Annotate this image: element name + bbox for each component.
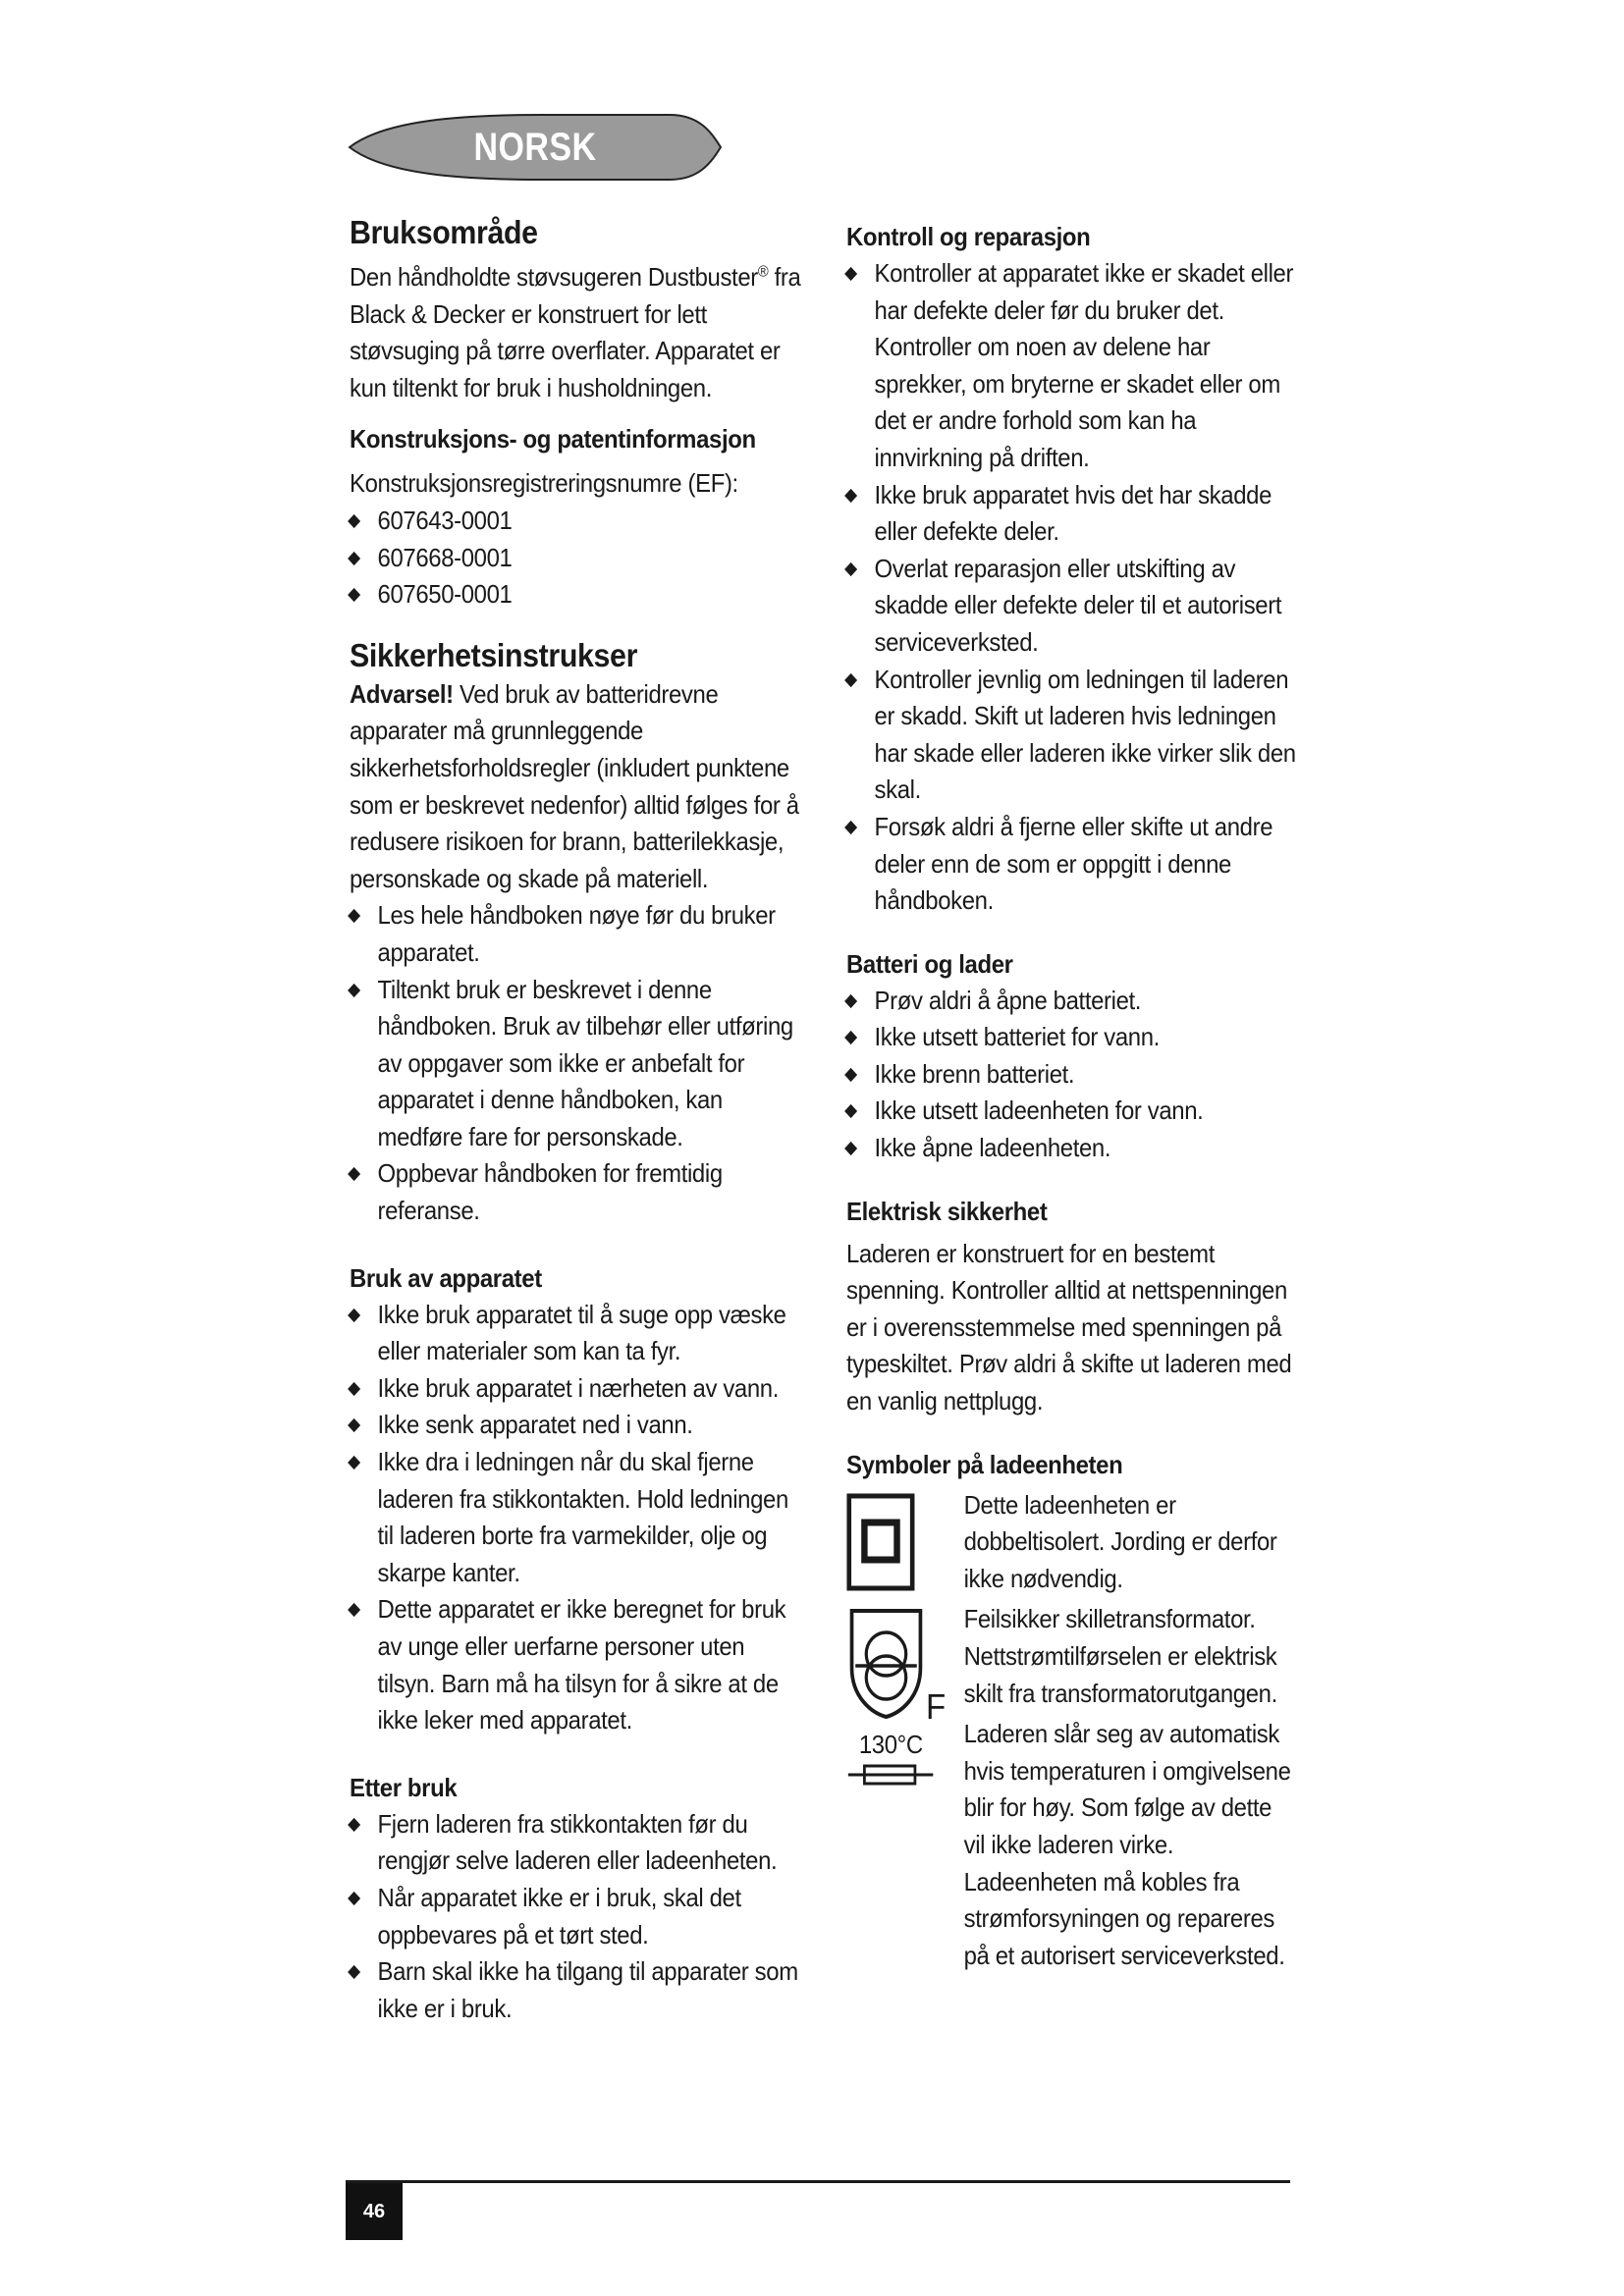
registered-mark: ® <box>757 263 769 281</box>
warning-label: Advarsel! <box>350 678 454 709</box>
bullet-icon <box>844 488 857 502</box>
footer-rule <box>346 2180 1290 2183</box>
bullet-icon <box>844 562 857 576</box>
warning-text: Ved bruk av batteridrevne apparater må grunnleggende sikkerhetsforholdsregler (inkludert punktene som er beskrevet nedenfor) alltid følges for å redusere risikoen for brann, batterilekkasje, personskade og skade på materiell. <box>350 678 799 893</box>
bullet-icon <box>348 1818 360 1832</box>
list-item: Ikke bruk apparatet til å suge opp væske eller materialer som kan ta fyr. <box>350 1297 801 1370</box>
list-item: Forsøk aldri å fjerne eller skifte ut andre deler enn de som er oppgitt i denne håndboken. <box>846 809 1298 920</box>
list-item: Dette apparatet er ikke beregnet for bruk av unge eller uerfarne personer uten tilsyn. Barn må ha tilsyn for å sikre at de ikke leker med apparatet. <box>350 1591 801 1738</box>
right-column <box>846 218 1298 1974</box>
fuse-temperature-label: 130°C <box>858 1731 923 1760</box>
electrical-title: Elektrisk sikkerhet <box>846 1196 1048 1226</box>
language-label: NORSK <box>473 125 597 169</box>
bullet-icon <box>844 672 857 686</box>
symbol-text: Feilsikker skilletransformator. Nettstrømtilførselen er elektrisk skilt fra transformatorutgangen. <box>963 1604 1277 1708</box>
design-title: Konstruksjons- og patentinformasjon <box>350 424 756 454</box>
thermal-fuse-icon <box>846 1726 946 1805</box>
list-item: 607643-0001 <box>350 503 801 540</box>
list-item: Ikke utsett ladeenheten for vann. <box>846 1093 1298 1130</box>
bullet-icon <box>348 1456 360 1469</box>
bullet-icon <box>844 1142 857 1155</box>
inspection-list <box>846 255 1298 920</box>
list-item: Ikke dra i ledningen når du skal fjerne laderen fra stikkontakten. Hold ledningen til laderen borte fra varmekilder, olje og skarpe kanter. <box>350 1444 801 1591</box>
page-number: 46 <box>346 2183 403 2240</box>
symbol-row <box>846 1716 1298 1974</box>
design-list <box>350 503 801 614</box>
use-title: Bruk av apparatet <box>350 1262 542 1293</box>
bullet-icon <box>348 1167 360 1181</box>
usage-text-part1: Den håndholdte støvsugeren Dustbuster <box>350 262 758 292</box>
list-item: Prøv aldri å åpne batteriet. <box>846 983 1298 1020</box>
bullet-icon <box>844 267 857 281</box>
bullet-icon <box>348 1382 360 1396</box>
list-item: Barn skal ikke ha tilgang til apparater som ikke er i bruk. <box>350 1953 801 2027</box>
bullet-icon <box>844 821 857 834</box>
symbol-text: Dette ladeenheten er dobbeltisolert. Jording er derfor ikke nødvendig. <box>963 1489 1277 1593</box>
list-item: Ikke utsett batteriet for vann. <box>846 1019 1298 1056</box>
symbol-text: Laderen slår seg av automatisk hvis temperaturen i omgivelsene blir for høy. Som følge av dette vil ikke laderen virke. Ladeenheten må kobles fra strømforsyningen og repareres på et autorisert serviceverksted. <box>963 1719 1291 1970</box>
list-item: Oppbevar håndboken for fremtidig referanse. <box>350 1155 801 1229</box>
language-tab <box>346 112 725 183</box>
list-item: Kontroller jevnlig om ledningen til laderen er skadd. Skift ut laderen hvis ledningen har skade eller laderen ikke virker slik den skal. <box>846 662 1298 809</box>
bullet-icon <box>844 1068 857 1082</box>
bullet-icon <box>348 551 360 564</box>
safety-warning <box>350 676 801 898</box>
double-insulation-icon <box>846 1493 915 1602</box>
battery-title: Batteri og lader <box>846 948 1013 979</box>
electrical-text: Laderen er konstruert for en bestemt spenning. Kontroller alltid at nettspenningen er i overensstemmelse med spenningen på typeskiltet. Prøv aldri å skifte ut laderen med en vanlig nettplugg. <box>846 1238 1292 1416</box>
use-list <box>350 1297 801 1739</box>
list-item: Når apparatet ikke er i bruk, skal det oppbevares på et tørt sted. <box>350 1880 801 1953</box>
bullet-icon <box>348 1892 360 1905</box>
bullet-icon <box>348 1308 360 1322</box>
transformer-letter: F <box>925 1688 946 1726</box>
list-item: Ikke brenn batteriet. <box>846 1056 1298 1094</box>
list-item: Tiltenkt bruk er beskrevet i denne håndboken. Bruk av tilbehør eller utføring av oppgaver som ikke er anbefalt for apparatet i denne håndboken, kan medføre fare for personskade. <box>350 972 801 1156</box>
list-item: Ikke senk apparatet ned i vann. <box>350 1407 801 1444</box>
symbols-title: Symboler på ladeenheten <box>846 1449 1123 1479</box>
bullet-icon <box>844 1104 857 1118</box>
safety-list <box>350 897 801 1229</box>
usage-text-part2: fra Black & Decker er konstruert for lett støvsuging på tørre overflater. Apparatet er kun tiltenkt for bruk i husholdningen. <box>350 262 801 402</box>
list-item: 607650-0001 <box>350 576 801 614</box>
usage-title: Bruksområde <box>350 214 538 250</box>
list-item: Kontroller at apparatet ikke er skadet eller har defekte deler før du bruker det. Kontroller om noen av delene har sprekker, om bryterne er skadet eller om det er andre forhold som kan ha innvirkning på driften. <box>846 255 1298 477</box>
list-item: Fjern laderen fra stikkontakten før du rengjør selve laderen eller ladeenheten. <box>350 1806 801 1880</box>
bullet-icon <box>348 514 360 528</box>
bullet-icon <box>844 994 857 1008</box>
safety-title: Sikkerhetsinstrukser <box>350 636 638 673</box>
usage-text <box>350 259 801 406</box>
bullet-icon <box>348 1965 360 1979</box>
after-title: Etter bruk <box>350 1772 458 1802</box>
symbol-row <box>846 1487 1298 1598</box>
symbol-row <box>846 1601 1298 1726</box>
list-item: Ikke bruk apparatet i nærheten av vann. <box>350 1370 801 1408</box>
after-list <box>350 1806 801 2028</box>
bullet-icon <box>348 1603 360 1617</box>
list-item: 607668-0001 <box>350 540 801 577</box>
bullet-icon <box>348 1418 360 1432</box>
battery-list <box>846 983 1298 1167</box>
bullet-icon <box>348 909 360 923</box>
list-item: Ikke åpne ladeenheten. <box>846 1130 1298 1167</box>
list-item: Les hele håndboken nøye før du bruker apparatet. <box>350 897 801 971</box>
bullet-icon <box>348 983 360 996</box>
list-item: Ikke bruk apparatet hvis det har skadde eller defekte deler. <box>846 477 1298 551</box>
design-intro: Konstruksjonsregistreringsnumre (EF): <box>350 468 738 499</box>
bullet-icon <box>844 1031 857 1044</box>
left-column <box>350 212 801 2027</box>
bullet-icon <box>348 588 360 602</box>
list-item: Overlat reparasjon eller utskifting av skadde eller defekte deler til et autorisert serviceverksted. <box>846 551 1298 662</box>
inspection-title: Kontroll og reparasjon <box>846 222 1091 251</box>
